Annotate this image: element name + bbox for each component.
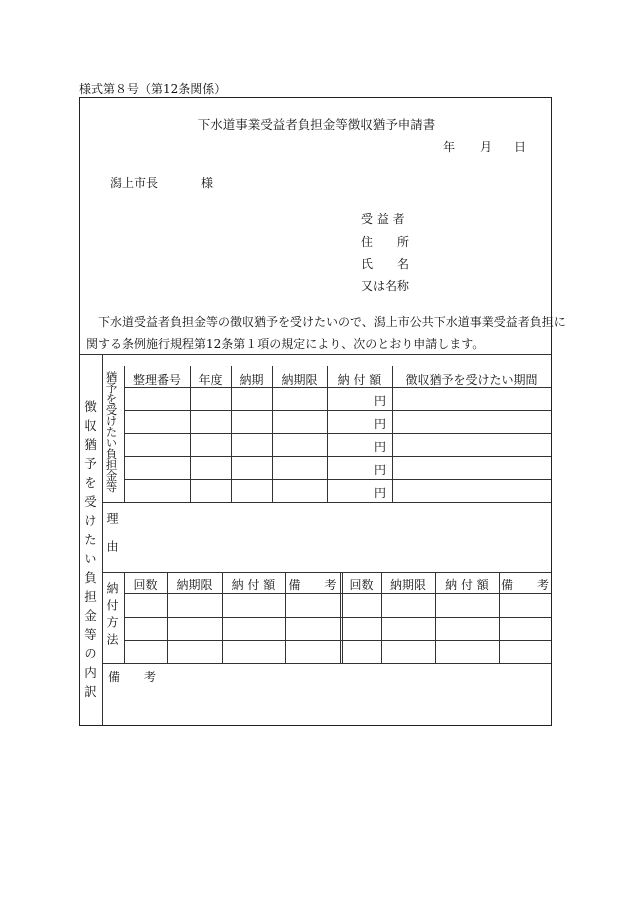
col-header-reference-number: 整理番号 — [132, 373, 181, 387]
addressee-name: 潟上市長 — [110, 176, 159, 190]
name-field[interactable]: 氏 名 — [361, 257, 410, 271]
col-header-installment-count: 回数 — [133, 578, 158, 592]
date-year-field[interactable]: 年 — [443, 140, 456, 154]
form-number: 様式第８号（第12条関係） — [79, 82, 227, 96]
col-header-remarks-2: 備 考 — [500, 578, 549, 592]
date-day-field[interactable]: 日 — [514, 140, 527, 154]
yen-unit: 円 — [374, 394, 387, 408]
date-month-field[interactable]: 月 — [480, 140, 493, 154]
col-header-payment-amount-2: 納 付 額 — [445, 578, 489, 592]
col-header-payment-amount: 納 付 額 — [337, 373, 382, 387]
header-divider — [80, 354, 551, 355]
col-header-due-date-2: 納期限 — [389, 578, 426, 592]
side-label-divider — [102, 354, 103, 725]
yen-unit: 円 — [374, 417, 387, 431]
deferral-section-label: 猶予を受けたい負担金等 — [104, 371, 119, 492]
name-or-title-label: 又は名称 — [361, 279, 410, 293]
col-header-fiscal-year: 年度 — [198, 373, 223, 387]
breakdown-side-label: 徴収猶予を受けたい負担金等の内訳 — [82, 400, 98, 704]
col-header-deferral-period: 徴収猶予を受けたい期間 — [405, 373, 538, 387]
col-header-payment-period: 納期 — [239, 373, 264, 387]
yen-unit: 円 — [374, 486, 387, 500]
col-header-payment-amount: 納 付 額 — [231, 578, 276, 592]
col-header-remarks: 備 考 — [288, 578, 337, 592]
payment-section-bottom — [102, 663, 551, 664]
col-header-due-date: 納期限 — [281, 373, 318, 387]
col-header-installment-count-2: 回数 — [349, 578, 374, 592]
application-form — [79, 97, 566, 726]
yen-unit: 円 — [374, 463, 387, 477]
form-title: 下水道事業受益者負担金等徴収猶予申請書 — [197, 117, 436, 132]
reason-section-bottom — [102, 572, 551, 573]
reason-field[interactable] — [132, 512, 542, 562]
yen-unit: 円 — [374, 440, 387, 454]
col-header-due-date: 納期限 — [176, 578, 213, 592]
remarks-field[interactable] — [108, 686, 548, 722]
addressee-honorific: 様 — [201, 176, 214, 190]
deferral-section-bottom — [102, 502, 551, 503]
payment-method-label: 納付方法 — [105, 582, 119, 650]
body-text-line-2: 関する条例施行規程第12条第１項の規定により、次のとおり申請します。 — [86, 337, 485, 351]
remarks-label: 備 考 — [108, 670, 157, 684]
address-field[interactable]: 住 所 — [361, 235, 410, 249]
beneficiary-label: 受 益 者 — [361, 212, 405, 226]
body-text-line-1: 下水道受益者負担金等の徴収猶予を受けたいので、潟上市公共下水道事業受益者負担に — [98, 315, 566, 329]
reason-label: 理由 — [105, 512, 119, 568]
